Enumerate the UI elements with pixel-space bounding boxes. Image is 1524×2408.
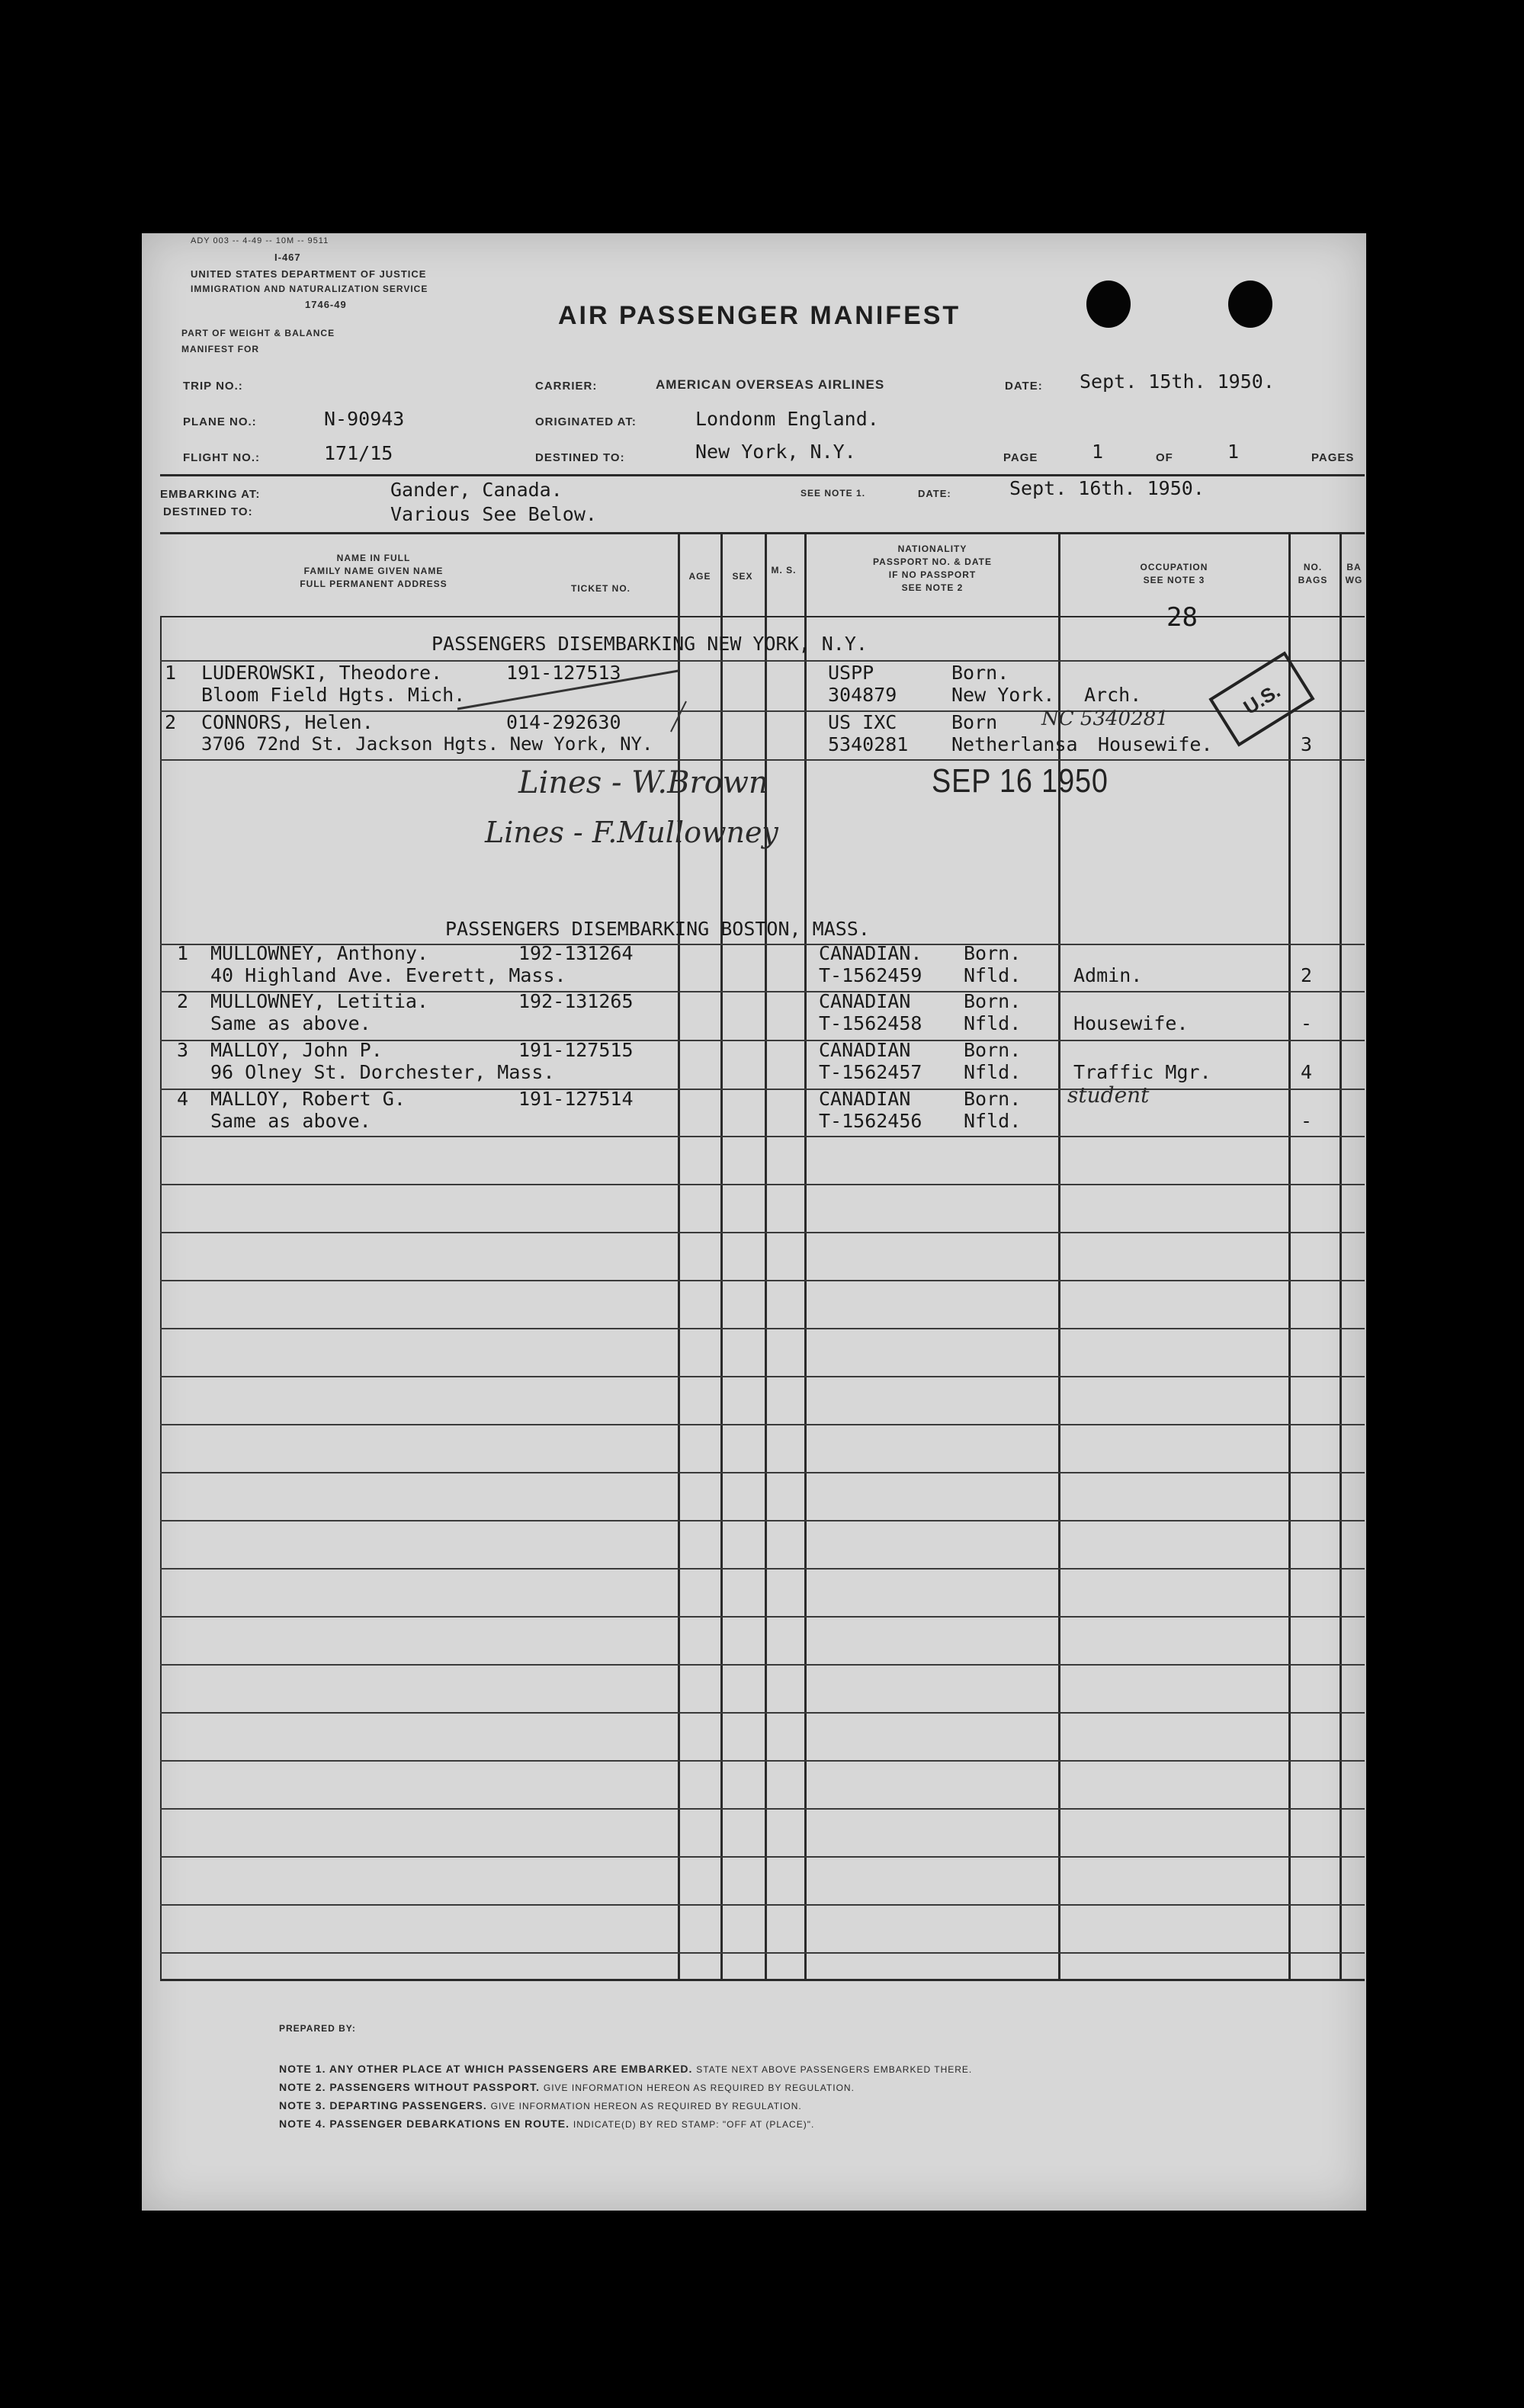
bos-p3-born1: Born. — [964, 1039, 1022, 1061]
bos-p4-passport: T-1562456 — [819, 1110, 922, 1132]
originated-value: Londonm England. — [695, 408, 879, 430]
ny-p1-nat: USPP — [828, 662, 874, 684]
empty-row-rule — [160, 1904, 1365, 1906]
bos-p1-born1: Born. — [964, 942, 1022, 964]
flight-no-value: 171/15 — [324, 442, 393, 464]
note-3: NOTE 3. DEPARTING PASSENGERS. GIVE INFORMATION HEREON AS REQUIRED BY REGULATION. — [279, 2099, 802, 2111]
date-label: DATE: — [1005, 380, 1043, 393]
part-of-label: PART OF WEIGHT & BALANCE — [181, 328, 335, 338]
pages-label: PAGES — [1311, 451, 1355, 464]
page-label: PAGE — [1003, 451, 1038, 464]
bos-p1-address: 40 Highland Ave. Everett, Mass. — [210, 964, 566, 986]
ny-p2-bags: 3 — [1301, 733, 1313, 755]
empty-row-rule — [160, 1616, 1365, 1618]
empty-row-rule — [160, 1472, 1365, 1473]
bos-p2-address: Same as above. — [210, 1012, 371, 1034]
bos-p2-nat: CANADIAN — [819, 990, 911, 1012]
section-boston-heading: PASSENGERS DISEMBARKING BOSTON, MASS. — [445, 918, 870, 940]
punch-hole-left — [1086, 281, 1131, 328]
destined-to-label: DESTINED TO: — [163, 505, 253, 518]
destined-to-value: Various See Below. — [390, 503, 597, 525]
ny-p2-name: CONNORS, Helen. — [201, 711, 374, 733]
col-nationality-header: NATIONALITY PASSPORT NO. & DATE IF NO PASSPORT SEE NOTE 2 — [873, 543, 992, 593]
ny-p2-born1: Born — [951, 711, 998, 733]
count-annotation: 28 — [1166, 602, 1198, 633]
us-inspection-stamp: U.S. — [1208, 651, 1314, 746]
bos-p3-nat: CANADIAN — [819, 1039, 911, 1061]
col-ticket-header: TICKET NO. — [571, 583, 630, 594]
col-divider-sex — [720, 532, 723, 1980]
signature-1: Lines - W.Brown — [518, 765, 768, 800]
col-occupation-header: OCCUPATION SEE NOTE 3 — [1140, 562, 1208, 585]
ny-p2-passport: 5340281 — [828, 733, 909, 755]
ny-p1-passport: 304879 — [828, 684, 897, 706]
bos-p1-occupation: Admin. — [1073, 964, 1143, 986]
col-sex-header: SEX — [732, 571, 753, 582]
of-value: 1 — [1227, 441, 1240, 463]
form-code: ADY 003 -- 4-49 -- 10M -- 9511 — [191, 236, 329, 245]
see-note-label: SEE NOTE 1. — [801, 488, 866, 499]
note-4: NOTE 4. PASSENGER DEBARKATIONS EN ROUTE. INDICATE(D) BY RED STAMP: "OFF AT (PLACE)". — [279, 2118, 815, 2130]
empty-row-rule — [160, 1712, 1365, 1714]
bos-p4-born1: Born. — [964, 1088, 1022, 1110]
bos-p2-num: 2 — [177, 990, 189, 1012]
bos-p1-ticket: 192-131264 — [518, 942, 634, 964]
ny-p2-nat: US IXC — [828, 711, 897, 733]
embarking-value: Gander, Canada. — [390, 479, 563, 501]
ny-p1-name: LUDEROWSKI, Theodore. — [201, 662, 443, 684]
bos-p3-num: 3 — [177, 1039, 189, 1061]
punch-hole-right — [1228, 281, 1272, 328]
col-divider-bagwt — [1340, 532, 1342, 1980]
empty-row-rule — [160, 1808, 1365, 1810]
empty-row-rule — [160, 1328, 1365, 1329]
empty-row-rule — [160, 1232, 1365, 1233]
bos-p4-rule — [160, 1136, 1365, 1137]
carrier-value: AMERICAN OVERSEAS AIRLINES — [656, 377, 885, 392]
bos-p1-born2: Nfld. — [964, 964, 1022, 986]
bos-p3-name: MALLOY, John P. — [210, 1039, 383, 1061]
bos-p3-born2: Nfld. — [964, 1061, 1022, 1083]
col-divider-age — [678, 532, 680, 1980]
empty-row-rule — [160, 1760, 1365, 1762]
ny-p2-address: 3706 72nd St. Jackson Hgts. New York, NY. — [201, 733, 653, 755]
trip-no-label: TRIP NO.: — [183, 380, 243, 393]
bos-p3-ticket: 191-127515 — [518, 1039, 634, 1061]
bos-p2-bags: - — [1301, 1012, 1313, 1034]
document-title: AIR PASSENGER MANIFEST — [558, 301, 961, 330]
destined-label: DESTINED TO: — [535, 451, 625, 464]
date2-label: DATE: — [918, 488, 951, 499]
left-border — [160, 616, 162, 1980]
col-age-header: AGE — [688, 571, 711, 582]
empty-row-rule — [160, 1664, 1365, 1666]
bos-p1-num: 1 — [177, 942, 189, 964]
bos-p2-name: MULLOWNEY, Letitia. — [210, 990, 428, 1012]
form-code-2: 1746-49 — [305, 299, 347, 310]
col-divider-nationality — [804, 532, 807, 1980]
empty-row-rule — [160, 1376, 1365, 1377]
ny-p1-born2: New York. — [951, 684, 1055, 706]
section-ny-heading: PASSENGERS DISEMBARKING NEW YORK, N.Y. — [432, 633, 868, 655]
bos-p2-born1: Born. — [964, 990, 1022, 1012]
note-1: NOTE 1. ANY OTHER PLACE AT WHICH PASSENGERS ARE EMBARKED. STATE NEXT ABOVE PASSENGERS EMBARKED THERE. — [279, 2063, 973, 2075]
agency-line-1: UNITED STATES DEPARTMENT OF JUSTICE — [191, 268, 427, 280]
bos-p4-ticket: 191-127514 — [518, 1088, 634, 1110]
empty-row-rule — [160, 1520, 1365, 1521]
table-top-rule — [160, 532, 1365, 534]
col-ms-header: M. S. — [771, 565, 797, 576]
empty-row-rule — [160, 1856, 1365, 1858]
form-number: I-467 — [274, 252, 301, 263]
ny-p1-num: 1 — [165, 662, 177, 684]
ny-p2-rule — [160, 759, 1365, 761]
plane-no-label: PLANE NO.: — [183, 415, 257, 428]
originated-label: ORIGINATED AT: — [535, 415, 637, 428]
carrier-label: CARRIER: — [535, 380, 598, 393]
col-bag-weight-header: BA WG — [1345, 562, 1363, 585]
empty-row-rule — [160, 1952, 1365, 1954]
header-rule — [160, 474, 1365, 476]
agency-line-2: IMMIGRATION AND NATURALIZATION SERVICE — [191, 284, 428, 294]
ny-p1-occupation: Arch. — [1084, 684, 1142, 706]
bos-p1-bags: 2 — [1301, 964, 1313, 986]
bos-p1-passport: T-1562459 — [819, 964, 922, 986]
signature-2: Lines - F.Mullowney — [485, 816, 778, 849]
bos-p3-passport: T-1562457 — [819, 1061, 922, 1083]
manifest-for-label: MANIFEST FOR — [181, 344, 259, 354]
of-label: OF — [1156, 451, 1173, 464]
handwritten-passport-no: NC 5340281 — [1041, 707, 1169, 730]
note-2: NOTE 2. PASSENGERS WITHOUT PASSPORT. GIVE INFORMATION HEREON AS REQUIRED BY REGULATION. — [279, 2081, 855, 2093]
page-value: 1 — [1092, 441, 1104, 463]
bos-p4-nat: CANADIAN — [819, 1088, 911, 1110]
bos-p2-ticket: 192-131265 — [518, 990, 634, 1012]
col-name-header: NAME IN FULL FAMILY NAME GIVEN NAME FULL PERMANENT ADDRESS — [300, 553, 448, 589]
prepared-by-label: PREPARED BY: — [279, 2023, 356, 2034]
empty-row-rule — [160, 1568, 1365, 1570]
ny-p2-num: 2 — [165, 711, 177, 733]
bos-p4-occupation: student — [1067, 1082, 1150, 1108]
bos-p2-passport: T-1562458 — [819, 1012, 922, 1034]
bos-p1-nat: CANADIAN. — [819, 942, 922, 964]
ny-p1-address: Bloom Field Hgts. Mich. — [201, 684, 466, 706]
col-divider-bags — [1288, 532, 1291, 1980]
date2-value: Sept. 16th. 1950. — [1009, 477, 1205, 499]
date-value: Sept. 15th. 1950. — [1080, 370, 1275, 393]
empty-row-rule — [160, 1424, 1365, 1425]
bos-p3-bags: 4 — [1301, 1061, 1313, 1083]
plane-no-value: N-90943 — [324, 408, 405, 430]
bos-p4-num: 4 — [177, 1088, 189, 1110]
bos-p2-occupation: Housewife. — [1073, 1012, 1189, 1034]
date-stamp: SEP 16 1950 — [932, 762, 1109, 800]
col-bags-header: NO. BAGS — [1298, 562, 1328, 585]
empty-row-rule — [160, 1280, 1365, 1281]
ny-p1-ticket: 191-127513 — [506, 662, 621, 684]
ny-p2-occupation: Housewife. — [1098, 733, 1213, 755]
bos-p4-born2: Nfld. — [964, 1110, 1022, 1132]
bos-p2-born2: Nfld. — [964, 1012, 1022, 1034]
embarking-label: EMBARKING AT: — [160, 488, 261, 501]
ny-p2-born2: Netherlansa — [951, 733, 1078, 755]
empty-row-rule — [160, 1184, 1365, 1185]
manifest-page — [142, 233, 1366, 2211]
bos-p3-occupation: Traffic Mgr. — [1073, 1061, 1211, 1083]
ny-p2-ticket: 014-292630 — [506, 711, 621, 733]
table-bottom-rule — [160, 1979, 1365, 1981]
ticket-pencil-marks — [450, 656, 701, 747]
destined-value: New York, N.Y. — [695, 441, 856, 463]
flight-no-label: FLIGHT NO.: — [183, 451, 260, 464]
bos-p1-name: MULLOWNEY, Anthony. — [210, 942, 428, 964]
bos-p4-bags: - — [1301, 1110, 1313, 1132]
col-divider-ms — [765, 532, 767, 1980]
ny-p1-born1: Born. — [951, 662, 1009, 684]
bos-p3-address: 96 Olney St. Dorchester, Mass. — [210, 1061, 555, 1083]
bos-p4-address: Same as above. — [210, 1110, 371, 1132]
bos-p4-name: MALLOY, Robert G. — [210, 1088, 406, 1110]
